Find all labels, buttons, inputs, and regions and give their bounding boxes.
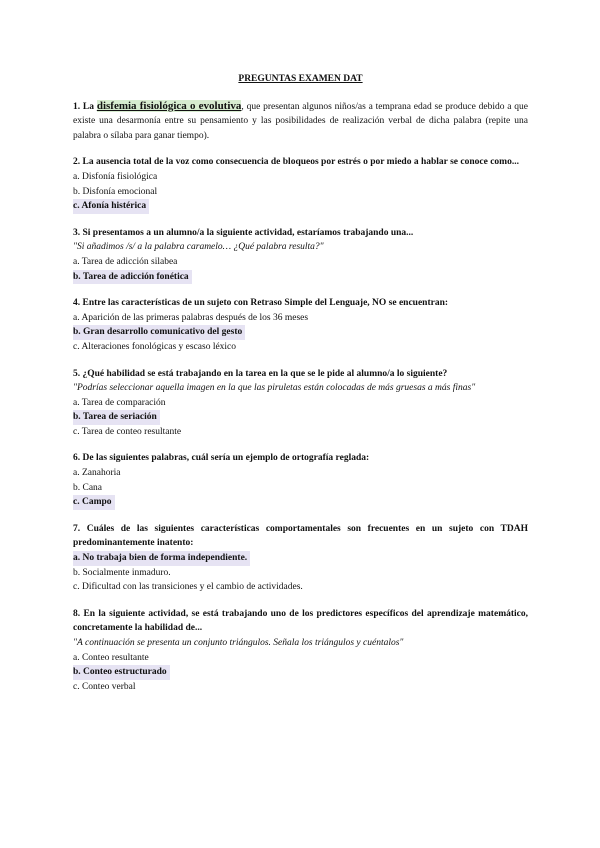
question-stem: 4. Entre las características de un sujeto con Retraso Simple del Lenguaje, NO se encuentran:	[73, 298, 449, 309]
question-stem: 7. Cuáles de las siguientes características comportamentales son frecuentes en un sujeto con TDAH predominantemente inatento:	[73, 523, 528, 549]
answer-option: b. Socialmente inmaduro.	[73, 567, 171, 578]
answer-option: b. Disfonía emocional	[73, 186, 158, 197]
answer-option: c. Dificultad con las transiciones y el cambio de actividades.	[73, 582, 303, 593]
answer-option: a. Tarea de adicción silabea	[73, 256, 178, 267]
answer-option-correct: b. Tarea de seriación	[73, 410, 160, 425]
answer-option-correct: b. Tarea de adicción fonética	[73, 270, 192, 285]
question-1-prefix: 1. La	[73, 101, 97, 112]
question-1-highlight: disfemia fisiológica o evolutiva	[96, 99, 242, 112]
question-7	[73, 522, 528, 595]
question-stem: 8. En la siguiente actividad, se está trabajando uno de los predictores específicos del aprendizaje matemático, concretamente la habilidad de...	[73, 608, 528, 634]
question-quote: "Si añadimos /s/ a la palabra caramelo… ¿Qué palabra resulta?"	[73, 242, 324, 253]
question-6	[73, 451, 528, 509]
answer-option: b. Cana	[73, 482, 103, 493]
answer-option-correct: b. Gran desarrollo comunicativo del gesto	[73, 325, 245, 340]
question-8	[73, 607, 528, 695]
question-5	[73, 367, 528, 440]
page-title: PREGUNTAS EXAMEN DAT	[238, 74, 363, 84]
question-stem: 3. Si presentamos a un alumno/a la siguiente actividad, estaríamos trabajando una...	[73, 227, 414, 238]
answer-option: c. Conteo verbal	[73, 681, 136, 692]
question-stem: 2. La ausencia total de la voz como consecuencia de bloqueos por estrés o por miedo a hablar se conoce como...	[73, 157, 519, 168]
question-4	[73, 296, 528, 354]
question-1	[73, 99, 528, 144]
answer-option: a. Disfonía fisiológica	[73, 171, 158, 182]
question-3	[73, 226, 528, 284]
answer-option: a. Conteo resultante	[73, 652, 149, 663]
question-quote: "A continuación se presenta un conjunto triángulos. Señala los triángulos y cuéntalos"	[73, 638, 404, 648]
question-2	[73, 155, 528, 213]
document-page	[73, 72, 528, 706]
question-quote: "Podrías seleccionar aquella imagen en la que las piruletas están colocadas de más gruesas a más finas"	[73, 383, 476, 394]
question-list	[73, 155, 528, 694]
answer-option-correct: c. Campo	[73, 495, 115, 510]
answer-option: a. Zanahoria	[73, 468, 121, 479]
question-stem: 5. ¿Qué habilidad se está trabajando en la tarea en la que se le pide al alumno/a lo siguiente?	[73, 368, 448, 379]
answer-option-correct: b. Conteo estructurado	[73, 665, 170, 680]
answer-option: a. Aparición de las primeras palabras después de los 36 meses	[73, 312, 309, 323]
answer-option: c. Tarea de conteo resultante	[73, 426, 182, 437]
answer-option-correct: c. Afonía histérica	[73, 199, 149, 214]
question-stem: 6. De las siguientes palabras, cuál sería un ejemplo de ortografía reglada:	[73, 453, 370, 464]
answer-option-correct: a. No trabaja bien de forma independiente.	[73, 551, 250, 566]
answer-option: c. Alteraciones fonológicas y escaso léxico	[73, 341, 237, 352]
question-1-text: , que presentan algunos niños/as a temprana edad se produce debido a que existe una desarmonía entre su pensamiento y las posibilidades de realización verbal de dicha palabra (repite una palabra o sílaba para ganar tiempo).	[73, 101, 528, 141]
answer-option: a. Tarea de comparación	[73, 397, 166, 408]
